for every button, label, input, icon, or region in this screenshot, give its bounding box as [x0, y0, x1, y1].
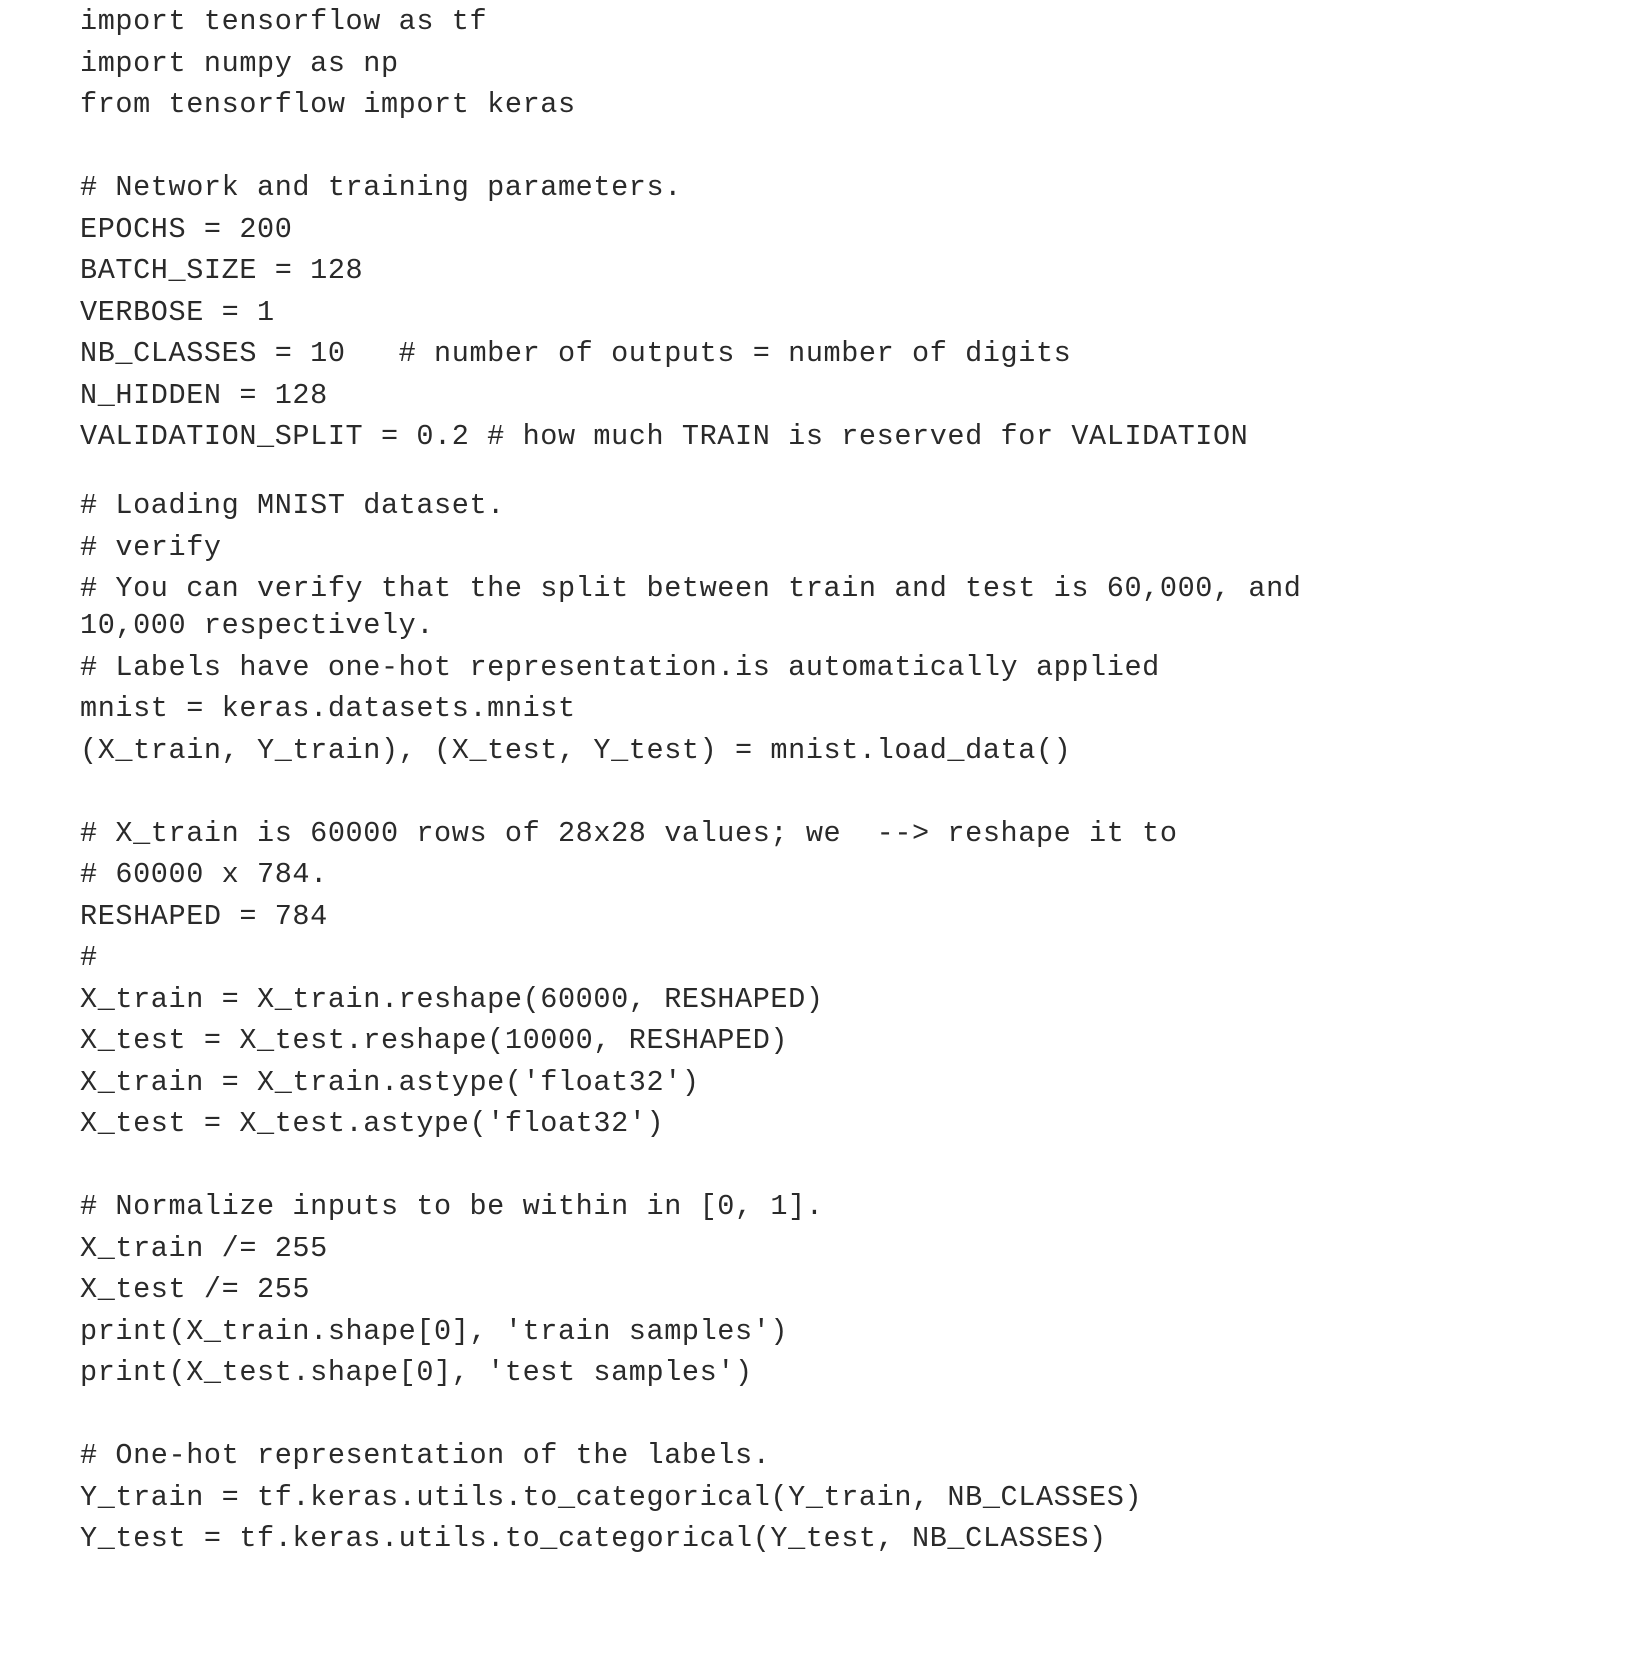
code-comment: # Labels have one-hot representation.is automatically applied: [80, 651, 1160, 684]
code-line: VALIDATION_SPLIT = 0.2 # how much TRAIN is reserved for VALIDATION: [80, 420, 1249, 453]
code-line: Y_train = tf.keras.utils.to_categorical(Y_train, NB_CLASSES): [80, 1481, 1143, 1514]
code-line: RESHAPED = 784: [80, 900, 328, 933]
code-line: BATCH_SIZE = 128: [80, 254, 364, 287]
code-listing: [80, 0, 1600, 1664]
code-comment: 10,000 respectively.: [80, 609, 435, 642]
code-line: (X_train, Y_train), (X_test, Y_test) = mnist.load_data(): [80, 734, 1072, 767]
code-comment: # You can verify that the split between train and test is 60,000, and: [80, 572, 1302, 605]
code-line: import tensorflow as tf: [80, 5, 488, 38]
code-line: EPOCHS = 200: [80, 213, 293, 246]
code-line: from tensorflow import keras: [80, 88, 576, 121]
code-line: Y_test = tf.keras.utils.to_categorical(Y_test, NB_CLASSES): [80, 1522, 1107, 1555]
code-comment: # X_train is 60000 rows of 28x28 values; we --> reshape it to: [80, 817, 1178, 850]
code-line: X_train /= 255: [80, 1232, 328, 1265]
code-comment: # 60000 x 784.: [80, 858, 328, 891]
code-line: X_test = X_test.reshape(10000, RESHAPED): [80, 1024, 789, 1057]
code-line: NB_CLASSES = 10 # number of outputs = number of digits: [80, 337, 1072, 370]
code-line: print(X_test.shape[0], 'test samples'): [80, 1356, 753, 1389]
code-line: mnist = keras.datasets.mnist: [80, 692, 576, 725]
code-comment: # One-hot representation of the labels.: [80, 1439, 771, 1472]
code-comment: #: [80, 941, 98, 974]
code-line: import numpy as np: [80, 47, 399, 80]
code-comment: # Normalize inputs to be within in [0, 1].: [80, 1190, 824, 1223]
code-comment: # Loading MNIST dataset.: [80, 489, 505, 522]
code-line: print(X_train.shape[0], 'train samples'): [80, 1315, 789, 1348]
code-line: X_test /= 255: [80, 1273, 311, 1306]
code-line: X_train = X_train.reshape(60000, RESHAPED): [80, 983, 824, 1016]
code-line: X_train = X_train.astype('float32'): [80, 1066, 700, 1099]
code-line: N_HIDDEN = 128: [80, 379, 328, 412]
code-comment: # Network and training parameters.: [80, 171, 682, 204]
code-comment: # verify: [80, 531, 222, 564]
code-line: X_test = X_test.astype('float32'): [80, 1107, 665, 1140]
code-line: VERBOSE = 1: [80, 296, 275, 329]
